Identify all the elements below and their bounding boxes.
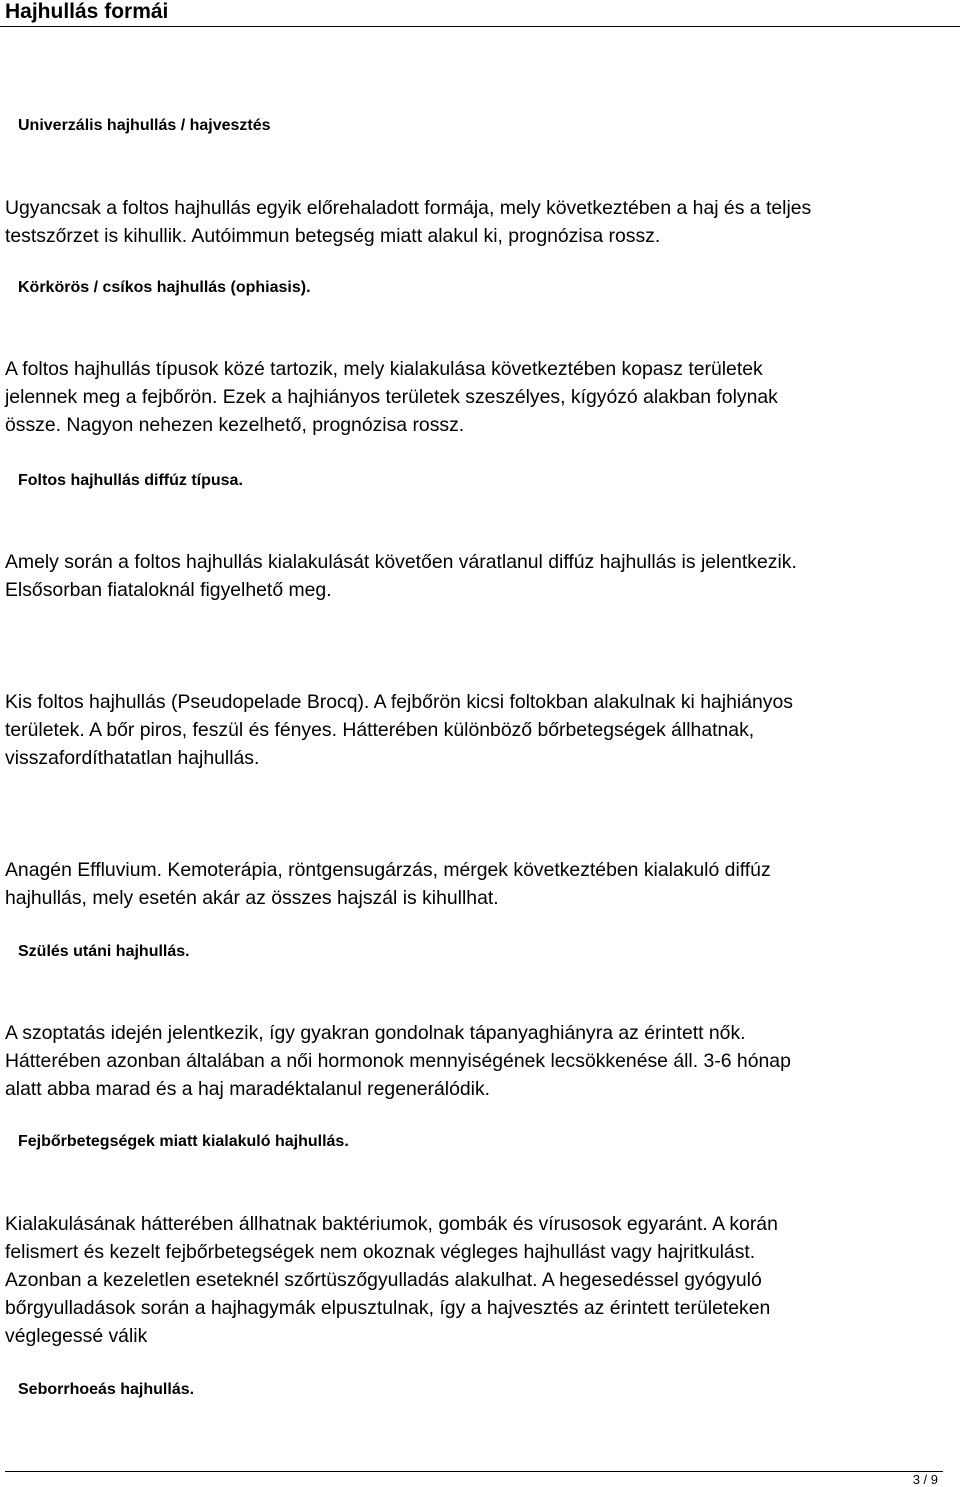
title-divider	[0, 26, 960, 27]
paragraph-line: felismert és kezelt fejbőrbetegségek nem okoznak végleges hajhullást vagy hajritkulást.	[5, 1241, 756, 1263]
page-number: 3 / 9	[912, 1472, 938, 1487]
footer-divider	[5, 1471, 943, 1472]
paragraph-line: A foltos hajhullás típusok közé tartozik, mely kialakulása következtében kopasz területek	[5, 358, 763, 380]
paragraph-pseudopelade	[5, 688, 945, 772]
section-heading-diffuse: Foltos hajhullás diffúz típusa.	[18, 472, 243, 489]
paragraph-line: Elsősorban fiataloknál figyelhető meg.	[5, 579, 332, 601]
paragraph-line: hajhullás, mely esetén akár az összes hajszál is kihullhat.	[5, 887, 499, 909]
paragraph-line: visszafordíthatatlan hajhullás.	[5, 747, 260, 769]
paragraph-scalp-disease	[5, 1210, 945, 1350]
paragraph-universal	[5, 194, 945, 250]
paragraph-line: össze. Nagyon nehezen kezelhető, prognózisa rossz.	[5, 414, 465, 436]
paragraph-ophiasis	[5, 355, 945, 439]
section-heading-postpartum: Szülés utáni hajhullás.	[18, 943, 190, 960]
page-title: Hajhullás formái	[5, 0, 169, 23]
paragraph-diffuse	[5, 548, 945, 604]
paragraph-line: Anagén Effluvium. Kemoterápia, röntgensugárzás, mérgek következtében kialakuló diffúz	[5, 859, 771, 881]
section-heading-universal: Univerzális hajhullás / hajvesztés	[18, 117, 271, 134]
paragraph-line: bőrgyulladások során a hajhagymák elpusztulnak, így a hajvesztés az érintett területeken	[5, 1297, 771, 1319]
paragraph-line: Azonban a kezeletlen eseteknél szőrtüszőgyulladás alakulhat. A hegesedéssel gyógyuló	[5, 1269, 762, 1291]
paragraph-line: Hátterében azonban általában a női hormonok mennyiségének lecsökkenése áll. 3-6 hónap	[5, 1050, 791, 1072]
section-heading-scalp-disease: Fejbőrbetegségek miatt kialakuló hajhullás.	[18, 1133, 349, 1150]
paragraph-line: Amely során a foltos hajhullás kialakulását követően váratlanul diffúz hajhullás is jelentkezik.	[5, 551, 797, 573]
paragraph-line: véglegessé válik	[5, 1325, 148, 1347]
paragraph-line: jelennek meg a fejbőrön. Ezek a hajhiányos területek szeszélyes, kígyózó alakban folynak	[5, 386, 778, 408]
paragraph-line: testszőrzet is kihullik. Autóimmun betegség miatt alakul ki, prognózisa rossz.	[5, 225, 661, 247]
paragraph-line: Kialakulásának hátterében állhatnak baktériumok, gombák és vírusosok egyaránt. A korán	[5, 1213, 778, 1235]
section-heading-ophiasis: Körkörös / csíkos hajhullás (ophiasis).	[18, 279, 311, 296]
paragraph-anagen	[5, 856, 945, 912]
paragraph-line: Kis foltos hajhullás (Pseudopelade Brocq). A fejbőrön kicsi foltokban alakulnak ki hajhiányos	[5, 691, 793, 713]
paragraph-line: alatt abba marad és a haj maradéktalanul regenerálódik.	[5, 1078, 491, 1100]
paragraph-postpartum	[5, 1019, 945, 1103]
paragraph-line: Ugyancsak a foltos hajhullás egyik előrehaladott formája, mely következtében a haj és a teljes	[5, 197, 812, 219]
section-heading-seborrhoeic: Seborrhoeás hajhullás.	[18, 1381, 195, 1398]
paragraph-line: A szoptatás idején jelentkezik, így gyakran gondolnak tápanyaghiányra az érintett nők.	[5, 1022, 746, 1044]
paragraph-line: területek. A bőr piros, feszül és fényes. Hátterében különböző bőrbetegségek állhatnak,	[5, 719, 755, 741]
